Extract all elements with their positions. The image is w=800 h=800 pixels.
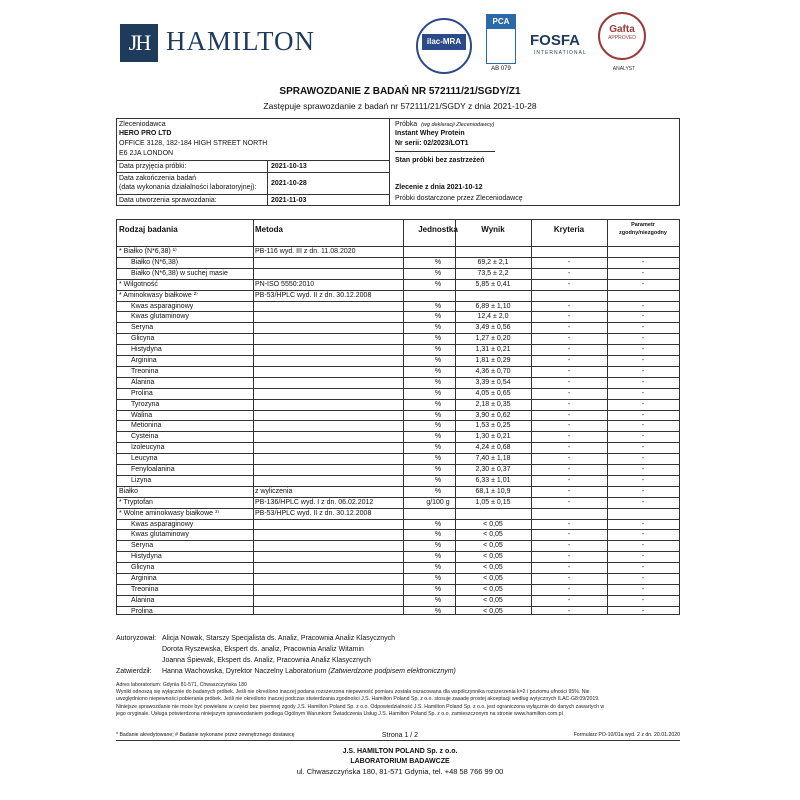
cell-method: PB-116 wyd. III z dn. 11.08.2020	[255, 248, 356, 255]
table-row	[117, 519, 679, 530]
table-row	[117, 475, 679, 486]
cell-criteria: -	[567, 357, 571, 364]
table-row	[117, 290, 679, 301]
table-row	[117, 333, 679, 344]
client-address-2: E6 2JA LONDON	[119, 150, 174, 157]
table-row	[117, 486, 679, 497]
cell-test-name: Tyrozyna	[131, 400, 160, 408]
cell-criteria: -	[567, 487, 571, 495]
product-name: Instant Whey Protein	[395, 130, 465, 137]
cell-result: 3,90 ± 0,62	[475, 411, 511, 419]
cell-param: -	[641, 542, 645, 550]
cell-method: z wyliczenia	[255, 487, 293, 495]
cell-unit: %	[434, 269, 442, 277]
table-row	[117, 562, 679, 573]
cell-result: 12,4 ± 2,0	[477, 313, 509, 321]
table-row	[117, 388, 679, 399]
finished-value: 2021-10-28	[271, 180, 307, 187]
cell-criteria: -	[567, 575, 571, 582]
cell-criteria: -	[567, 531, 571, 539]
table-row	[117, 420, 679, 431]
cell-param: -	[641, 575, 645, 582]
authors-label: Autoryzował:	[116, 635, 157, 642]
cell-result: 69,2 ± 2,1	[477, 258, 509, 266]
cell-param: -	[641, 531, 645, 539]
cell-criteria: -	[567, 553, 571, 561]
cell-param: -	[641, 596, 645, 604]
cell-test-name: Kwas asparaginowy	[131, 302, 194, 310]
col-rule	[253, 220, 254, 614]
cell-test-name: Izoleucyna	[131, 444, 165, 452]
gafta-mark: Gafta	[609, 24, 635, 35]
cell-criteria: -	[567, 313, 571, 321]
cell-unit: %	[434, 280, 442, 288]
cell-unit: %	[434, 335, 442, 343]
cell-result: < 0,05	[483, 531, 503, 539]
cell-criteria: -	[567, 596, 571, 604]
received-value: 2021-10-13	[271, 163, 307, 170]
cell-criteria: -	[567, 389, 571, 397]
cell-unit: %	[434, 585, 442, 593]
table-row	[117, 595, 679, 606]
cell-criteria: -	[567, 444, 571, 452]
cell-result: 1,27 ± 0,20	[475, 335, 511, 343]
cell-test-name: Glicyna	[131, 564, 155, 572]
approver-note: (Zatwierdzone podpisem elektronicznym)	[328, 668, 456, 675]
cell-unit: %	[434, 357, 442, 364]
cell-test-name: Kwas glutaminowy	[131, 531, 189, 539]
cell-method: PB-53/HPLC wyd. II z dn. 30.12.2008	[255, 291, 372, 299]
pca-accreditation-number: AB 079	[491, 66, 511, 72]
cell-test-name: * Aminokwasy białkowe ²⁾	[119, 291, 198, 299]
cell-param: -	[641, 487, 645, 495]
cell-criteria: -	[567, 607, 571, 615]
table-row	[117, 464, 679, 475]
cell-param: -	[641, 564, 645, 572]
table-row	[117, 606, 679, 617]
cell-param: -	[641, 411, 645, 419]
cell-test-name: Fenyloalanina	[131, 466, 175, 473]
series-number: Nr serii: 02/2023/LOT1	[395, 140, 469, 147]
cell-unit: %	[434, 487, 442, 495]
table-row	[117, 573, 679, 584]
col-rule	[531, 220, 532, 614]
cell-unit: %	[434, 607, 442, 615]
cell-unit: %	[434, 258, 442, 266]
table-row	[117, 529, 679, 540]
cell-criteria: -	[567, 400, 571, 408]
header-param-1: Parametr	[631, 222, 655, 228]
cell-result: 1,81 ± 0,29	[475, 357, 511, 364]
gafta-logo	[598, 12, 646, 60]
finished-label-1: Data zakończenia badań	[119, 175, 197, 182]
header-criteria: Kryteria	[553, 225, 585, 234]
cell-result: 1,05 ± 0,15	[475, 498, 511, 506]
cell-criteria: -	[567, 258, 571, 266]
cell-result: 4,05 ± 0,65	[475, 389, 511, 397]
table-row	[117, 551, 679, 562]
cell-unit: %	[434, 444, 442, 452]
cell-result: 6,33 ± 1,01	[475, 476, 511, 484]
cell-test-name: Treonina	[131, 367, 159, 375]
cell-param: -	[641, 585, 645, 593]
info-col-rule	[267, 160, 268, 205]
cell-test-name: Leucyna	[131, 455, 158, 463]
cell-result: 1,53 ± 0,25	[475, 422, 511, 430]
cell-param: -	[641, 335, 645, 343]
cell-result: 4,24 ± 0,68	[475, 444, 511, 452]
cell-param: -	[641, 476, 645, 484]
cell-param: -	[641, 433, 645, 441]
cell-test-name: Prolina	[131, 389, 153, 397]
cell-unit: %	[434, 346, 442, 354]
cell-test-name: Białko (N*6,38) w suchej masie	[131, 269, 228, 277]
cell-result: 5,85 ± 0,41	[475, 280, 511, 288]
cell-param: -	[641, 553, 645, 561]
header-method: Metoda	[255, 225, 283, 234]
report-notes	[116, 682, 680, 718]
cell-criteria: -	[567, 585, 571, 593]
company-logo-mark: JH	[120, 24, 158, 62]
cell-test-name: Arginina	[131, 357, 157, 364]
cell-result: 1,31 ± 0,21	[475, 346, 511, 354]
cell-result: 73,5 ± 2,2	[477, 269, 509, 277]
series-underline	[395, 151, 495, 152]
cell-test-name: Walina	[131, 411, 153, 419]
table-row	[117, 399, 679, 410]
cell-test-name: Seryna	[131, 324, 154, 332]
cell-test-name: Kwas glutaminowy	[131, 313, 189, 321]
col-rule	[455, 220, 456, 614]
fosfa-logo: FOSFA	[530, 32, 581, 49]
cell-result: < 0,05	[483, 585, 503, 593]
cell-criteria: -	[567, 542, 571, 550]
cell-result: 3,49 ± 0,56	[475, 324, 511, 332]
cell-test-name: Metionina	[131, 422, 162, 430]
cell-criteria: -	[567, 378, 571, 386]
cell-unit: %	[434, 564, 442, 572]
info-rule	[117, 194, 389, 195]
cell-unit: %	[434, 367, 442, 375]
cell-test-name: Treonina	[131, 585, 159, 593]
table-row	[117, 453, 679, 464]
received-label: Data przyjęcia próbki:	[119, 163, 187, 170]
cell-result: < 0,05	[483, 607, 503, 615]
cell-criteria: -	[567, 422, 571, 430]
table-row	[117, 279, 679, 290]
table-row	[117, 301, 679, 312]
cell-param: -	[641, 357, 645, 364]
cell-criteria: -	[567, 280, 571, 288]
company-name: J.S. HAMILTON POLAND Sp. z o.o.	[342, 748, 458, 755]
cell-criteria: -	[567, 346, 571, 354]
cell-criteria: -	[567, 455, 571, 463]
cell-unit: %	[434, 389, 442, 397]
cell-param: -	[641, 280, 645, 288]
cell-result: 2,30 ± 0,37	[475, 466, 511, 473]
table-row	[117, 246, 679, 257]
note-line-1: Wyniki odnoszą się wyłącznie do badanych próbek. Jeśli nie określono inaczej podana rozszerzona niepewność pomiaru została oszacowana dla współczynnika rozszerzenia k=2 i poziomu ufności 95%. Nie	[116, 689, 590, 696]
cell-unit: %	[434, 378, 442, 386]
cell-unit: g/100 g	[426, 498, 450, 506]
pca-mark: PCA	[487, 15, 515, 29]
cell-unit: %	[434, 433, 442, 441]
table-row	[117, 355, 679, 366]
cell-unit: %	[434, 400, 442, 408]
approver: Hanna Wachowska, Dyrektor Naczelny Laboratorium	[162, 668, 327, 675]
header-unit: Jednostka	[418, 225, 458, 234]
table-row	[117, 257, 679, 268]
cell-unit: %	[434, 553, 442, 561]
cell-method: PB-53/HPLC wyd. II z dn. 30.12.2008	[255, 509, 372, 517]
ilac-mra-logo	[416, 18, 472, 74]
cell-criteria: -	[567, 520, 571, 528]
report-subtitle: Zastępuje sprawozdanie z badań nr 572111/21/SGDY z dnia 2021-10-28	[263, 101, 537, 111]
table-row	[117, 442, 679, 453]
footer-company	[0, 747, 800, 767]
cell-test-name: * Tryptofan	[119, 498, 153, 506]
author-2: Dorota Ryszewska, Ekspert ds. analiz, Pracownia Analiz Witamin	[162, 646, 364, 653]
table-row	[117, 497, 679, 508]
form-number: Formularz PO-10/01a wyd. 2 z dn. 20.01.2020	[573, 732, 680, 738]
cell-unit: %	[434, 313, 442, 321]
company-address: ul. Chwaszczyńska 180, 81-571 Gdynia, tel. +48 58 766 99 00	[296, 767, 504, 776]
created-label: Data utworzenia sprawozdania:	[119, 197, 217, 204]
cell-result: < 0,05	[483, 542, 503, 550]
header-result: Wynik	[481, 225, 505, 234]
cell-result: 6,89 ± 1,10	[475, 302, 511, 310]
cell-result: < 0,05	[483, 520, 503, 528]
cell-unit: %	[434, 575, 442, 582]
cell-param: -	[641, 422, 645, 430]
cell-test-name: Seryna	[131, 542, 154, 550]
cell-unit: %	[434, 302, 442, 310]
cell-result: < 0,05	[483, 575, 503, 582]
author-1: Alicja Nowak, Starszy Specjalista ds. Analiz, Pracownia Analiz Klasycznych	[162, 635, 396, 642]
pca-logo	[486, 14, 516, 64]
approved-label: Zatwierdził:	[116, 668, 152, 675]
table-row	[117, 344, 679, 355]
report-title: SPRAWOZDANIE Z BADAŃ NR 572111/21/SGDY/Z1	[279, 86, 521, 97]
cell-param: -	[641, 313, 645, 321]
cell-param: -	[641, 498, 645, 506]
sample-condition: Stan próbki bez zastrzeżeń	[395, 157, 485, 164]
cell-criteria: -	[567, 476, 571, 484]
client-address-1: OFFICE 3128, 182-184 HIGH STREET NORTH	[119, 140, 268, 147]
cell-result: 3,39 ± 0,54	[475, 378, 511, 386]
cell-result: 2,18 ± 0,35	[475, 400, 511, 408]
table-row	[117, 268, 679, 279]
note-line-3: Niniejsze sprawozdanie nie może być powielane w części bez pisemnej zgody J.S. Hamilton Poland Sp. z o.o. Odpowiedzialność J.S. Hamilton Poland Sp. z o.o. jest ograniczona wyłącznie do danych zawartych w	[116, 703, 605, 710]
info-rule	[117, 160, 389, 161]
header-param-2: zgodny/niezgodny	[619, 230, 667, 236]
cell-test-name: Kwas asparaginowy	[131, 520, 194, 528]
cell-criteria: -	[567, 411, 571, 419]
cell-param: -	[641, 455, 645, 463]
table-row	[117, 584, 679, 595]
gafta-caption: ANALYST	[612, 66, 636, 72]
page-number: Strona 1 / 2	[381, 732, 419, 739]
cell-criteria: -	[567, 498, 571, 506]
cell-param: -	[641, 367, 645, 375]
table-row	[117, 508, 679, 519]
cell-test-name: Alanina	[131, 596, 155, 604]
cell-unit: %	[434, 455, 442, 463]
cell-param: -	[641, 400, 645, 408]
finished-label-2: (data wykonania działalności laboratoryjnej):	[119, 184, 257, 191]
cell-test-name: Histydyna	[131, 553, 162, 561]
report-info-box	[116, 118, 680, 206]
cell-test-name: * Wolne aminokwasy białkowe ³⁾	[119, 509, 220, 517]
sample-label: Próbka	[395, 121, 418, 128]
cell-criteria: -	[567, 269, 571, 277]
cell-param: -	[641, 302, 645, 310]
created-value: 2021-11-03	[271, 197, 307, 204]
client-name: HERO PRO LTD	[119, 130, 172, 137]
cell-criteria: -	[567, 335, 571, 343]
cell-criteria: -	[567, 466, 571, 473]
info-rule	[117, 172, 389, 173]
cell-param: -	[641, 389, 645, 397]
cell-param: -	[641, 378, 645, 386]
table-row	[117, 377, 679, 388]
cell-test-name: Cysteina	[131, 433, 159, 441]
note-line-2: uwzględniono niepewności pobierania próbek. Jeśli nie określono inaczej podczas stwierdzania zgodności J.S. Hamilton Poland Sp. z o.o. stosuje zasadę prostej akceptacji według wytycznych ILAC-G8:09/2019.	[116, 696, 600, 703]
cell-result: 1,30 ± 0,21	[475, 433, 511, 441]
cell-unit: %	[434, 466, 442, 473]
cell-param: -	[641, 607, 645, 615]
cell-result: < 0,05	[483, 553, 503, 561]
cell-result: 4,36 ± 0,70	[475, 367, 511, 375]
cell-criteria: -	[567, 324, 571, 332]
cell-method: PN-ISO 5550:2010	[255, 280, 315, 288]
cell-test-name: Białko	[119, 487, 139, 495]
table-row	[117, 540, 679, 551]
table-row	[117, 366, 679, 377]
cell-param: -	[641, 444, 645, 452]
gafta-approved: APPROVED	[608, 35, 636, 41]
cell-test-name: Białko (N*6,38)	[131, 258, 179, 266]
cell-param: -	[641, 466, 645, 473]
table-row	[117, 431, 679, 442]
sample-note: (wg deklaracji Zleceniodawcy)	[421, 122, 495, 128]
footer-legend: * Badanie akredytowane; # Badanie wykonane przez zewnętrznego dostawcę	[116, 732, 295, 738]
cell-criteria: -	[567, 367, 571, 375]
cell-test-name: Alanina	[131, 378, 155, 386]
cell-test-name: * Wilgotność	[119, 280, 158, 288]
delivered-by: Próbki dostarczone przez Zleceniodawcę	[395, 195, 523, 202]
col-rule	[403, 220, 404, 614]
cell-result: < 0,05	[483, 564, 503, 572]
header-name: Rodzaj badania	[119, 225, 178, 234]
cell-param: -	[641, 346, 645, 354]
order-date: Zlecenie z dnia 2021-10-12	[395, 184, 483, 191]
company-lab: LABORATORIUM BADAWCZE	[350, 758, 450, 765]
cell-param: -	[641, 269, 645, 277]
table-row	[117, 322, 679, 333]
table-row	[117, 410, 679, 421]
cell-test-name: Arginina	[131, 575, 157, 582]
col-rule	[607, 220, 608, 614]
table-header-row	[117, 220, 679, 246]
results-table	[116, 219, 680, 615]
client-label: Zleceniodawca	[119, 121, 166, 128]
cell-unit: %	[434, 422, 442, 430]
ilac-mra-mark: ilac-MRA	[422, 34, 466, 50]
cell-result: 7,40 ± 1,18	[475, 455, 511, 463]
company-brand: HAMILTON	[166, 26, 316, 56]
cell-test-name: Prolina	[131, 607, 153, 615]
fosfa-sub: INTERNATIONAL	[534, 50, 587, 56]
cell-param: -	[641, 520, 645, 528]
cell-unit: %	[434, 324, 442, 332]
lab-address-note: Adres laboratorium: Gdynia 81-571, Chwaszczyńska 180	[116, 682, 247, 688]
note-line-4: jego oryginale. Usługa potwierdzona niniejszym sprawozdaniem podlega Ogólnym Warunkom Świadczenia Usług J.S. Hamilton Poland Sp. z o.o. zamieszczonym na stronie www.hamilton.com.pl	[116, 710, 563, 717]
table-row	[117, 311, 679, 322]
cell-criteria: -	[567, 302, 571, 310]
approver-line	[162, 667, 456, 676]
cell-param: -	[641, 258, 645, 266]
cell-unit: %	[434, 542, 442, 550]
cell-test-name: Glicyna	[131, 335, 155, 343]
cell-test-name: Histydyna	[131, 346, 162, 354]
cell-result: 68,1 ± 10,9	[475, 487, 511, 495]
footer-rule	[116, 740, 680, 741]
cell-test-name: * Białko (N*6,38) ¹⁾	[119, 248, 177, 255]
cell-unit: %	[434, 520, 442, 528]
cell-unit: %	[434, 596, 442, 604]
cell-unit: %	[434, 531, 442, 539]
cell-criteria: -	[567, 564, 571, 572]
cell-test-name: Lizyna	[131, 476, 152, 484]
cell-param: -	[641, 324, 645, 332]
info-divider	[389, 119, 390, 205]
cell-unit: %	[434, 476, 442, 484]
cell-method: PB-136/HPLC wyd. I z dn. 06.02.2012	[255, 498, 374, 506]
cell-result: < 0,05	[483, 596, 503, 604]
cell-criteria: -	[567, 433, 571, 441]
author-3: Joanna Śpiewak, Ekspert ds. Analiz, Pracownia Analiz Klasycznych	[162, 657, 371, 664]
cell-unit: %	[434, 411, 442, 419]
